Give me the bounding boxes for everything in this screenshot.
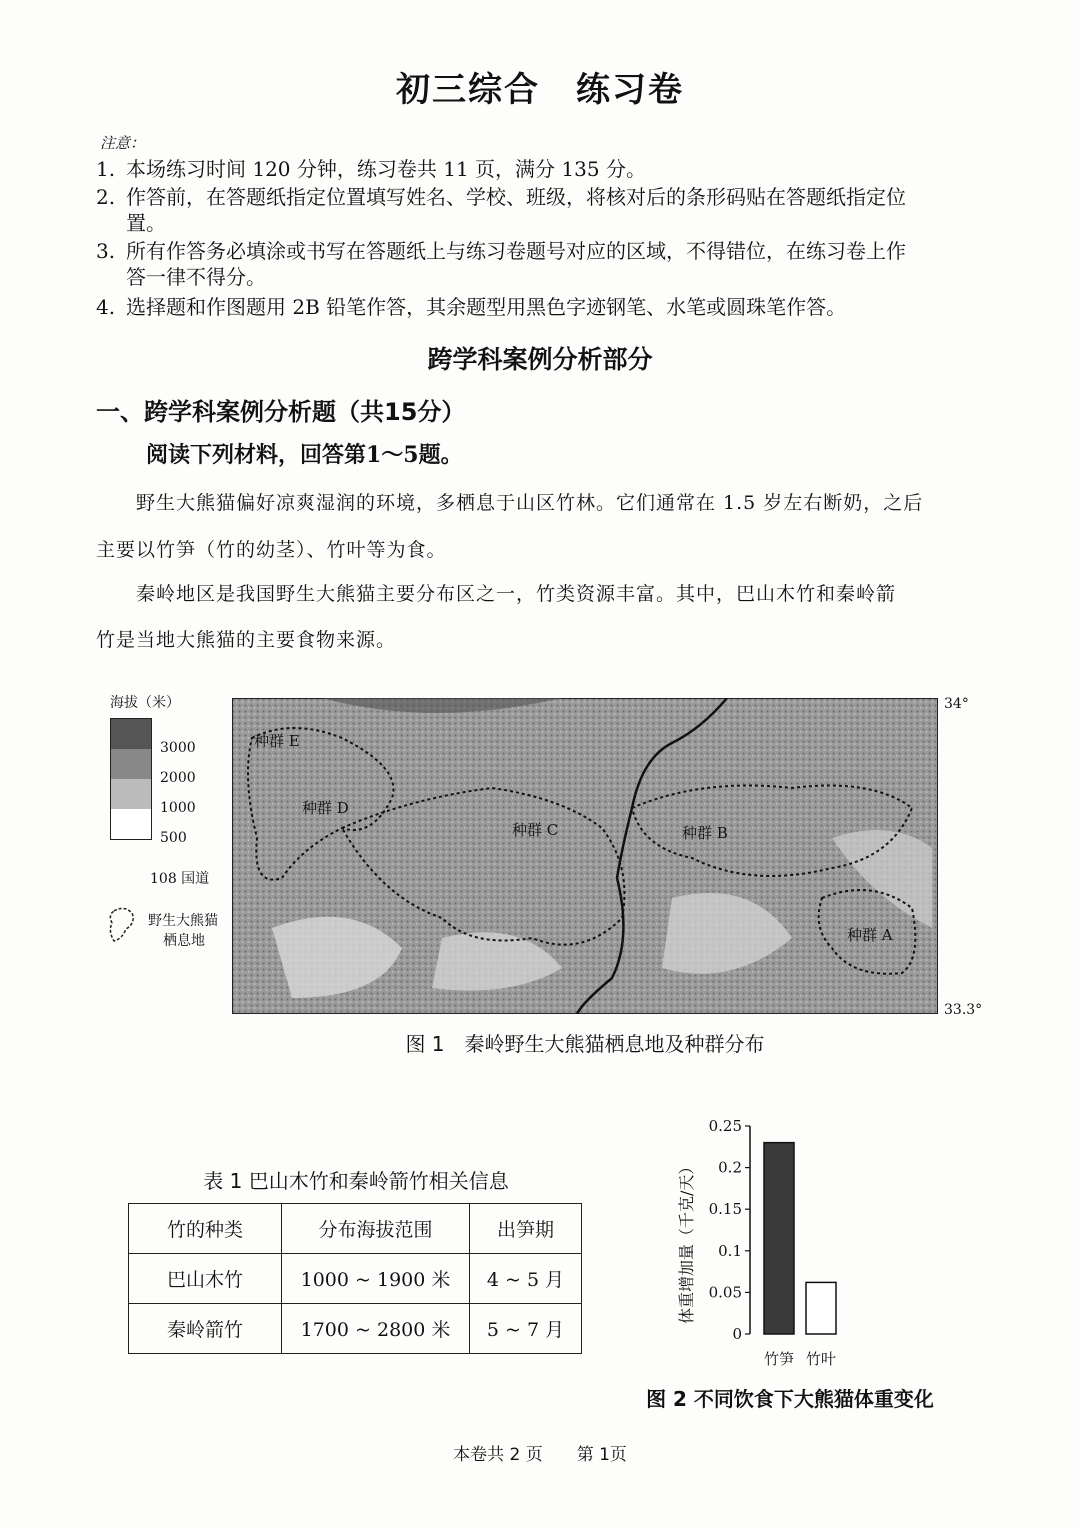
y-axis-label: 体重增加量（千克/天） [677,1158,696,1324]
elevation-legend-bar [110,718,152,840]
weight-change-chart [670,1108,870,1378]
note-number: 2. [96,185,116,209]
page-footer: 本卷共 2 页 第 1页 [453,1445,627,1465]
table-caption: 表 1 巴山木竹和秦岭箭竹相关信息 [203,1169,509,1193]
y-tick-label: 0.2 [718,1158,742,1177]
note-text: 本场练习时间 120 分钟，练习卷共 11 页，满分 135 分。 [126,157,646,181]
bar-1 [764,1143,794,1334]
y-tick-label: 0.25 [708,1117,742,1135]
y-tick-label: 0.15 [708,1200,742,1219]
bar-2 [806,1282,836,1334]
elevation-tick: 2000 [160,770,196,786]
table-row [129,1254,582,1304]
population-label: 种群 A [847,926,893,944]
y-tick-label: 0 [732,1325,742,1343]
population-label: 种群 B [682,824,728,842]
latitude-top: 34° [944,696,969,712]
bamboo-table [128,1203,582,1354]
elevation-tick: 500 [160,830,187,846]
note-text: 所有作答务必填涂或书写在答题纸上与练习卷题号对应的区域，不得错位，在练习卷上作 [126,239,906,263]
road-label: 108 国道 [150,871,210,887]
table-cell: 秦岭箭竹 [129,1304,282,1354]
table-cell: 1000 ~ 1900 米 [282,1254,470,1304]
paragraph-2-line-1: 秦岭地区是我国野生大熊猫主要分布区之一，竹类资源丰富。其中，巴山木竹和秦岭箭 [136,583,897,605]
notice-label: 注意： [100,134,146,152]
x-category-label: 竹笋 [763,1350,795,1368]
latitude-bottom: 33.3° [944,1002,983,1018]
table-header: 分布海拔范围 [282,1204,470,1254]
y-tick-label: 0.1 [718,1241,742,1260]
note-number: 3. [96,239,116,263]
habitat-label: 栖息地 [163,933,205,949]
paragraph-1-line-2: 主要以竹笋（竹的幼茎）、竹叶等为食。 [96,539,447,561]
note-continuation: 答一律不得分。 [126,265,266,289]
habitat-legend-icon [106,905,138,945]
y-tick-label: 0.05 [708,1283,742,1302]
table-cell: 1700 ~ 2800 米 [282,1304,470,1354]
note-2 [96,184,986,236]
legend-title: 海拔（米） [110,695,180,711]
note-4 [96,294,986,320]
question-instruction: 阅读下列材料，回答第1～5题。 [146,442,463,468]
table-header: 竹的种类 [129,1204,282,1254]
habitat-map [232,698,938,1014]
note-continuation: 置。 [126,211,166,235]
note-number: 4. [96,295,116,319]
note-1 [96,156,986,182]
paragraph-2-line-2: 竹是当地大熊猫的主要食物来源。 [96,629,397,651]
table-cell: 5 ~ 7 月 [470,1304,582,1354]
note-number: 1. [96,157,116,181]
table-header: 出笋期 [470,1204,582,1254]
note-text: 作答前，在答题纸指定位置填写姓名、学校、班级，将核对后的条形码贴在答题纸指定位 [126,185,906,209]
page-title: 初三综合 练习卷 [396,70,684,110]
elevation-tick: 3000 [160,740,196,756]
figure-2-caption: 图 2 不同饮食下大熊猫体重变化 [646,1387,934,1411]
population-label: 种群 C [512,821,559,839]
table-header-row [129,1204,582,1254]
table-cell: 4 ~ 5 月 [470,1254,582,1304]
x-category-label: 竹叶 [805,1350,837,1368]
habitat-label: 野生大熊猫 [148,913,218,929]
elevation-tick: 1000 [160,800,196,816]
population-label: 种群 E [254,732,300,750]
population-label: 种群 D [302,799,349,817]
table-row [129,1304,582,1354]
question-heading: 一、跨学科案例分析题（共15分） [96,398,466,426]
section-title: 跨学科案例分析部分 [427,345,653,374]
paragraph-1-line-1: 野生大熊猫偏好凉爽湿润的环境，多栖息于山区竹林。它们通常在 1.5 岁左右断奶，之后 [136,492,924,514]
table-cell: 巴山木竹 [129,1254,282,1304]
note-3 [96,238,986,290]
figure-1-caption: 图 1 秦岭野生大熊猫栖息地及种群分布 [405,1032,765,1056]
note-text: 选择题和作图题用 2B 铅笔作答，其余题型用黑色字迹钢笔、水笔或圆珠笔作答。 [126,295,847,319]
